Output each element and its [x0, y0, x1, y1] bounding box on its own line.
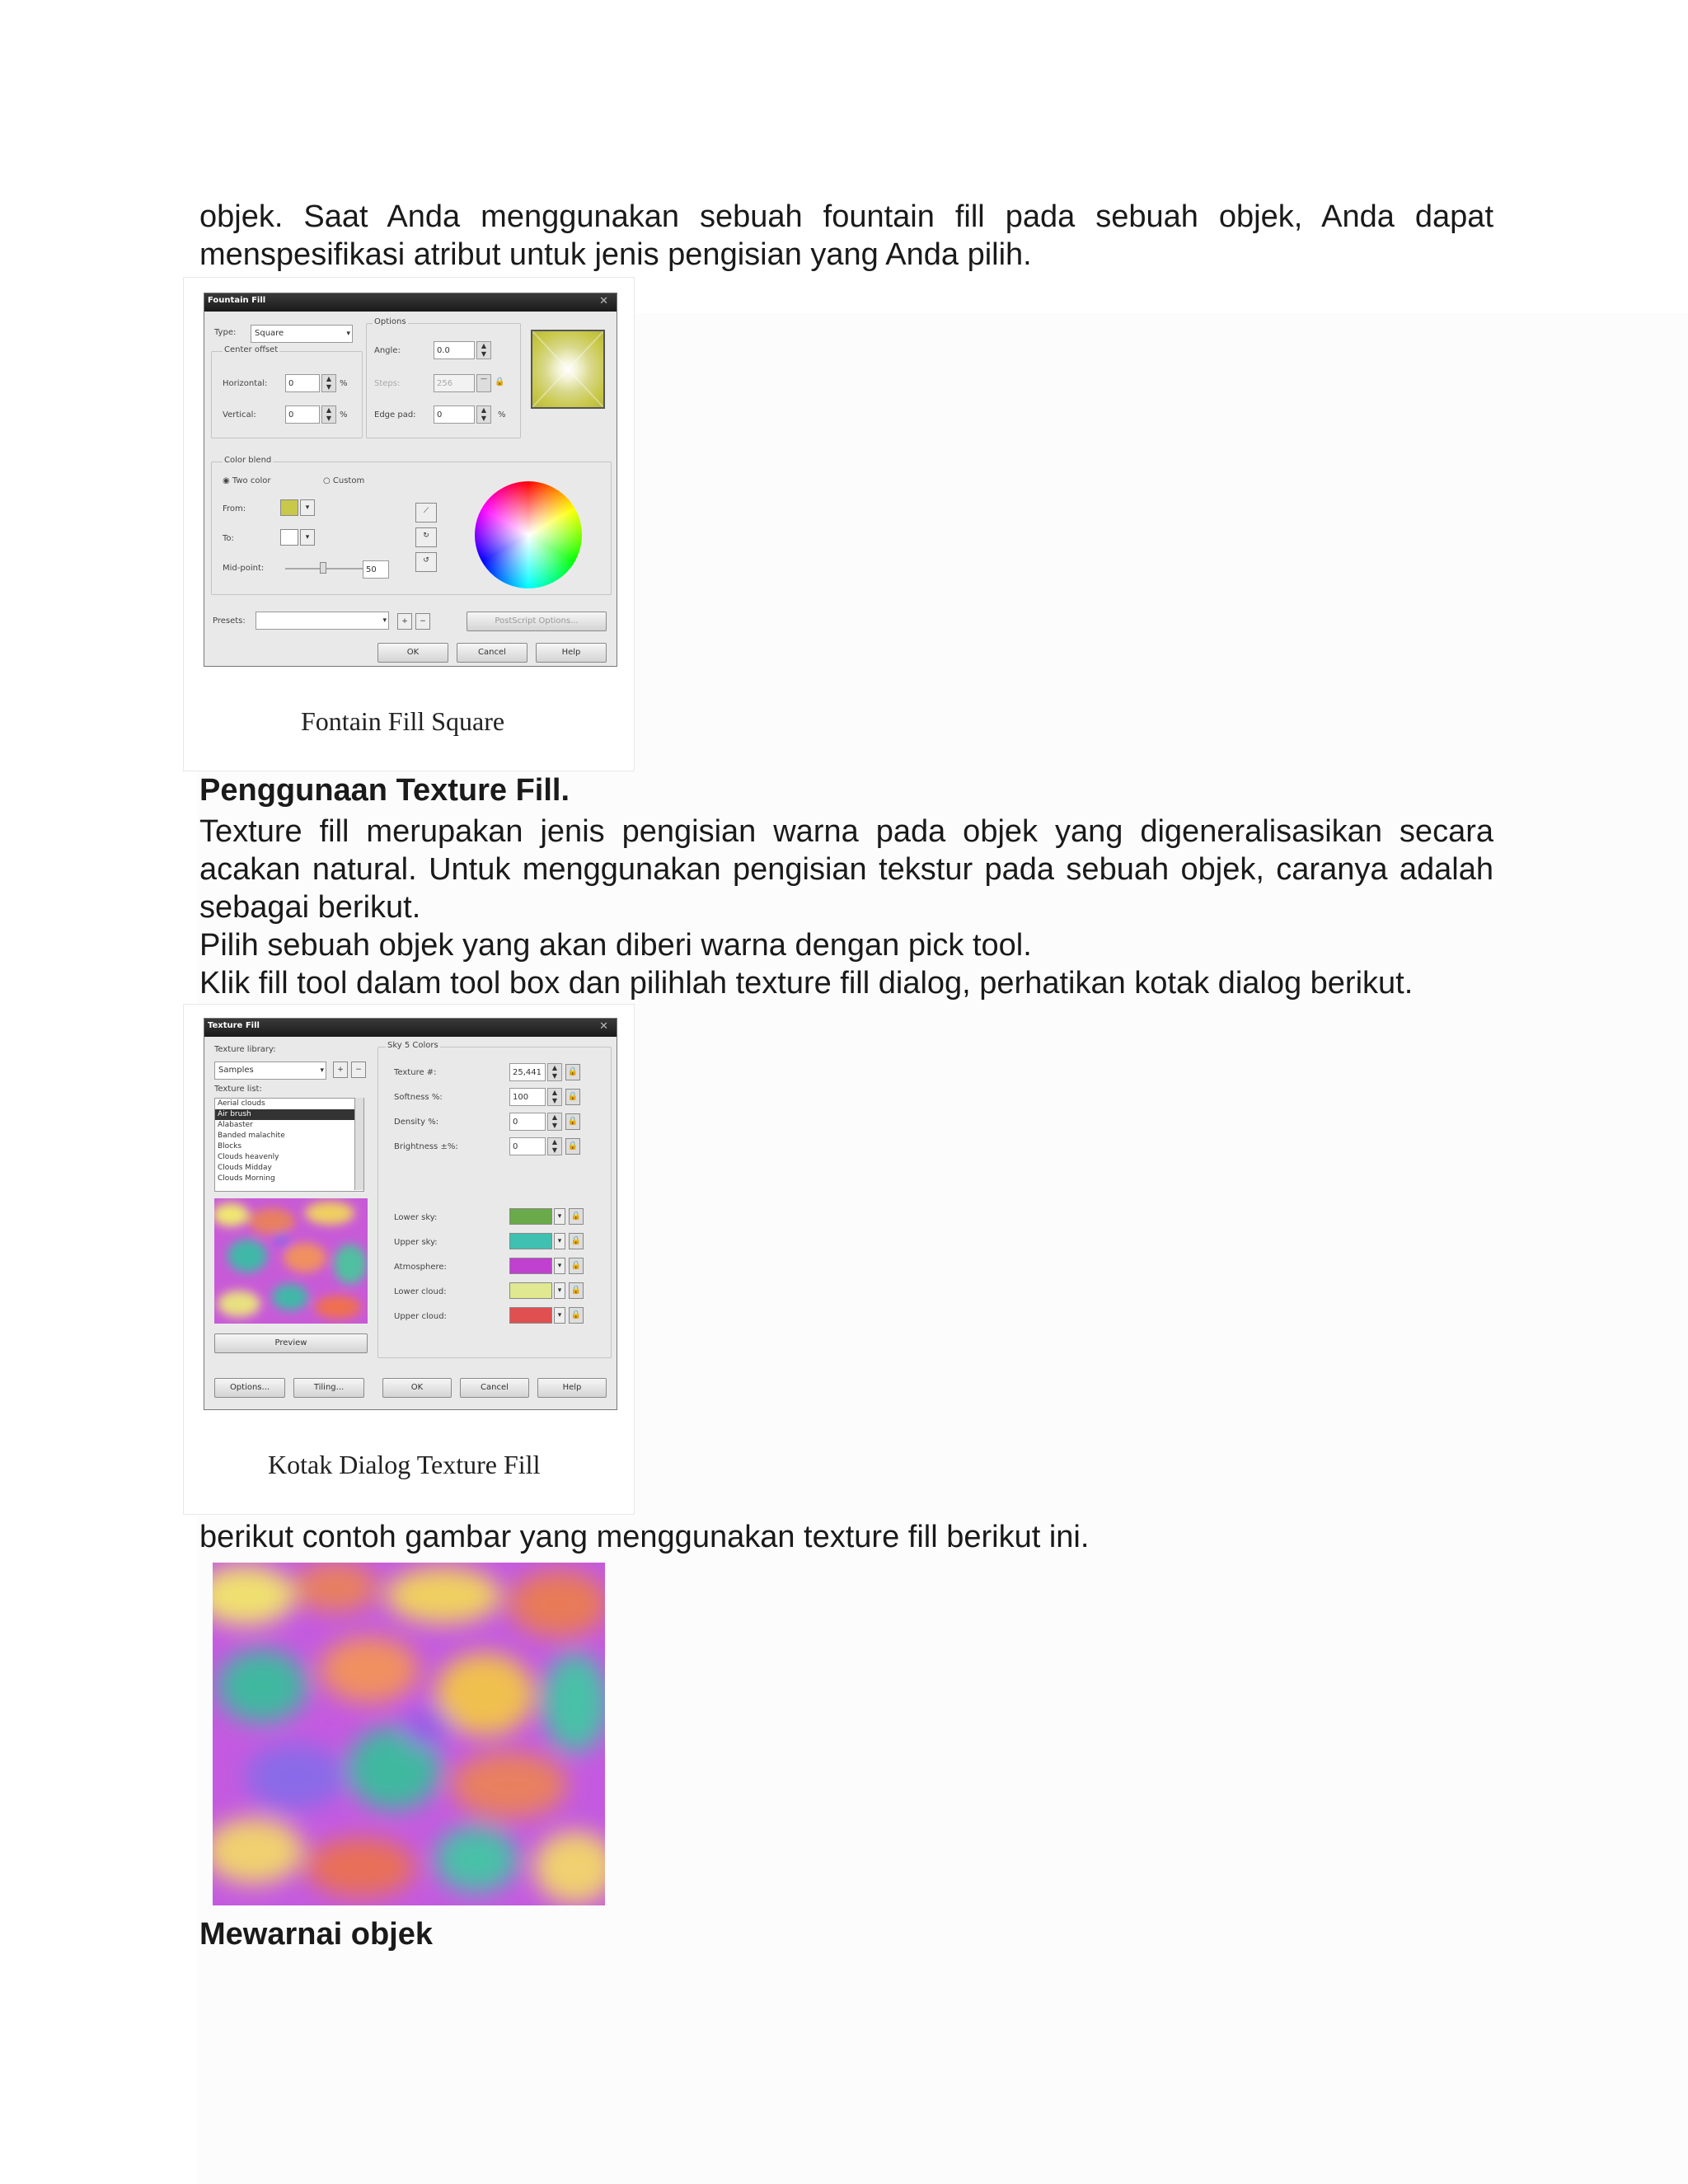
angle-input[interactable]: 0.0 — [434, 341, 475, 359]
list-item[interactable]: Clouds Morning — [218, 1174, 275, 1183]
remove-preset-icon[interactable]: − — [415, 613, 430, 630]
steps-input[interactable]: 256 — [434, 374, 475, 392]
lower-sky-label: Lower sky: — [394, 1213, 438, 1222]
type-select[interactable] — [251, 325, 353, 343]
preview-button[interactable]: Preview — [214, 1333, 368, 1353]
midpoint-input[interactable]: 50 — [363, 560, 389, 579]
chevron-down-icon: ▾ — [320, 1066, 324, 1075]
options-button[interactable]: Options... — [214, 1378, 285, 1398]
horizontal-percent: % — [340, 379, 348, 388]
softness-input[interactable]: 100 — [509, 1088, 546, 1106]
step-2-text: Klik fill tool dalam tool box dan pilihlah texture fill dialog, perhatikan kotak dialog berikut. — [199, 966, 1414, 1001]
dialog-title: Texture Fill — [208, 1021, 260, 1030]
chevron-down-icon[interactable]: ▾ — [554, 1208, 565, 1225]
clockwise-blend-icon[interactable]: ↻ — [415, 527, 437, 547]
intro-paragraph: objek. Saat Anda menggunakan sebuah fountain fill pada sebuah objek, Anda dapat menspesifikasi atribut untuk jenis pengisian yang Anda pilih. — [199, 199, 1493, 272]
type-value: Square — [255, 329, 284, 338]
to-color-swatch[interactable] — [280, 529, 298, 546]
dialog-title-bar — [204, 293, 617, 312]
lock-icon[interactable]: 🔒 — [565, 1064, 580, 1080]
texture-number-label: Texture #: — [394, 1068, 437, 1077]
fountain-fill-dialog — [204, 293, 617, 667]
softness-label: Softness %: — [394, 1093, 443, 1102]
dialog-title: Fountain Fill — [208, 296, 266, 305]
close-icon[interactable]: ✕ — [599, 1020, 608, 1033]
two-color-label: Two color — [232, 476, 271, 485]
sky-colors-label: Sky 5 Colors — [387, 1041, 438, 1050]
list-item[interactable]: Clouds heavenly — [218, 1153, 279, 1161]
center-offset-group — [211, 351, 363, 438]
add-preset-icon[interactable]: + — [397, 613, 412, 630]
tiling-button[interactable]: Tiling... — [293, 1378, 364, 1398]
vertical-input[interactable]: 0 — [285, 405, 320, 424]
help-button[interactable]: Help — [537, 1378, 607, 1398]
color-wheel-overlay — [475, 481, 582, 588]
list-scrollbar[interactable] — [354, 1098, 363, 1190]
center-offset-label: Center offset — [224, 345, 279, 354]
figure-fountain-fill — [183, 277, 635, 771]
horizontal-spinner[interactable]: ▲ ▼ — [321, 374, 336, 392]
custom-label: Custom — [332, 476, 365, 485]
brightness-input[interactable]: 0 — [509, 1137, 546, 1155]
list-item[interactable]: Blocks — [218, 1142, 242, 1151]
brightness-label: Brightness ±%: — [394, 1142, 458, 1151]
lower-sky-swatch[interactable] — [509, 1208, 552, 1225]
dialog-title-bar — [204, 1019, 617, 1037]
texture-library-value: Samples — [218, 1066, 254, 1075]
texture-list-label: Texture list: — [214, 1085, 262, 1094]
texture-list[interactable] — [214, 1098, 364, 1192]
help-button[interactable]: Help — [536, 643, 607, 663]
density-spinner[interactable]: ▲ ▼ — [547, 1113, 562, 1131]
lower-cloud-swatch[interactable] — [509, 1282, 552, 1299]
step-1-text: Pilih sebuah objek yang akan diberi warna dengan pick tool. — [199, 928, 1032, 963]
fill-preview — [531, 330, 605, 409]
figure-caption: Fontain Fill Square — [301, 706, 505, 736]
presets-label: Presets: — [213, 616, 246, 626]
list-item[interactable]: Clouds Midday — [218, 1164, 272, 1172]
texture-library-label: Texture library: — [214, 1045, 276, 1054]
list-item[interactable]: Banded malachite — [218, 1132, 285, 1140]
vertical-percent: % — [340, 410, 348, 419]
chevron-down-icon[interactable]: ▾ — [554, 1233, 565, 1249]
lock-icon[interactable]: 🔒 — [565, 1138, 580, 1155]
figure-caption: Kotak Dialog Texture Fill — [268, 1450, 541, 1479]
texture-number-spinner[interactable]: ▲ ▼ — [547, 1063, 562, 1081]
two-color-radio[interactable]: ◉ Two color — [223, 476, 271, 485]
horizontal-label: Horizontal: — [223, 379, 268, 388]
lock-icon[interactable]: 🔒 — [569, 1258, 584, 1274]
from-label: From: — [223, 504, 246, 513]
texture-library-select[interactable] — [214, 1062, 326, 1080]
lock-icon[interactable]: 🔒 — [569, 1208, 584, 1225]
custom-radio[interactable]: ○ Custom — [323, 476, 365, 485]
upper-cloud-swatch[interactable] — [509, 1307, 552, 1324]
chevron-down-icon: ▾ — [346, 330, 350, 338]
midpoint-slider-handle[interactable] — [320, 562, 326, 574]
chevron-down-icon[interactable]: ▾ — [554, 1258, 565, 1274]
lock-icon[interactable]: 🔒 — [569, 1307, 584, 1324]
chevron-down-icon: ▾ — [382, 616, 387, 625]
vertical-spinner[interactable]: ▲ ▼ — [321, 405, 336, 424]
ok-button[interactable]: OK — [382, 1378, 452, 1398]
options-label: Options — [374, 317, 406, 326]
lower-cloud-label: Lower cloud: — [394, 1287, 447, 1296]
presets-select[interactable] — [256, 612, 389, 630]
remove-library-icon[interactable]: − — [351, 1062, 366, 1078]
steps-spinner[interactable]: — — [476, 374, 491, 392]
atmosphere-swatch[interactable] — [509, 1258, 552, 1274]
upper-sky-swatch[interactable] — [509, 1233, 552, 1249]
horizontal-input[interactable]: 0 — [285, 374, 320, 392]
softness-spinner[interactable]: ▲ ▼ — [547, 1088, 562, 1106]
lock-icon[interactable]: 🔒 — [495, 377, 505, 387]
texture-preview — [214, 1198, 368, 1324]
lock-icon[interactable]: 🔒 — [569, 1282, 584, 1299]
color-blend-label: Color blend — [224, 456, 272, 465]
close-icon[interactable]: ✕ — [599, 295, 608, 307]
chevron-down-icon[interactable]: ▾ — [554, 1307, 565, 1324]
edge-pad-percent: % — [498, 410, 506, 419]
upper-cloud-label: Upper cloud: — [394, 1312, 447, 1321]
ok-button[interactable]: OK — [377, 643, 448, 663]
angle-label: Angle: — [374, 346, 401, 355]
chevron-down-icon[interactable]: ▾ — [554, 1282, 565, 1299]
brightness-spinner[interactable]: ▲ ▼ — [547, 1137, 562, 1155]
list-item[interactable]: Aerial clouds — [218, 1099, 265, 1108]
edge-pad-spinner[interactable]: ▲ ▼ — [476, 405, 491, 424]
direct-blend-icon[interactable]: ⟋ — [415, 503, 437, 523]
list-item-selected[interactable]: Air brush — [215, 1109, 363, 1120]
figure-texture-fill — [183, 1004, 635, 1515]
lock-icon[interactable]: 🔒 — [565, 1089, 580, 1105]
cancel-button[interactable]: Cancel — [460, 1378, 529, 1398]
color-wheel[interactable] — [475, 481, 582, 588]
texture-fill-heading: Penggunaan Texture Fill. — [199, 773, 570, 808]
to-label: To: — [223, 534, 234, 543]
type-label: Type: — [214, 328, 237, 337]
coloring-object-heading: Mewarnai objek — [199, 1917, 433, 1952]
edge-pad-input[interactable]: 0 — [434, 405, 475, 424]
to-dropdown[interactable]: ▾ — [300, 529, 315, 546]
from-dropdown[interactable]: ▾ — [300, 499, 315, 516]
add-library-icon[interactable]: + — [333, 1062, 348, 1078]
texture-fill-dialog — [204, 1018, 617, 1410]
lock-icon[interactable]: 🔒 — [569, 1233, 584, 1249]
counterclockwise-blend-icon[interactable]: ↺ — [415, 552, 437, 572]
vertical-label: Vertical: — [223, 410, 256, 419]
midpoint-label: Mid-point: — [223, 564, 265, 573]
steps-label: Steps: — [374, 379, 401, 388]
edge-pad-label: Edge pad: — [374, 410, 416, 419]
angle-spinner[interactable]: ▲ ▼ — [476, 341, 491, 359]
density-input[interactable]: 0 — [509, 1113, 546, 1131]
density-label: Density %: — [394, 1118, 439, 1127]
postscript-options-button[interactable]: PostScript Options... — [467, 612, 607, 631]
atmosphere-label: Atmosphere: — [394, 1263, 447, 1272]
texture-number-input[interactable]: 25,441 — [509, 1063, 546, 1081]
texture-example-image — [213, 1563, 605, 1905]
from-color-swatch[interactable] — [280, 499, 298, 516]
list-item[interactable]: Alabaster — [218, 1121, 253, 1129]
upper-sky-label: Upper sky: — [394, 1238, 438, 1247]
lock-icon[interactable]: 🔒 — [565, 1113, 580, 1130]
texture-paragraph: Texture fill merupakan jenis pengisian warna pada objek yang digeneralisasikan secara acakan natural. Untuk menggunakan pengisian tekstur pada sebuah objek, caranya adalah sebagai berikut. — [199, 814, 1493, 925]
cancel-button[interactable]: Cancel — [457, 643, 528, 663]
example-paragraph: berikut contoh gambar yang menggunakan texture fill berikut ini. — [199, 1520, 1090, 1554]
